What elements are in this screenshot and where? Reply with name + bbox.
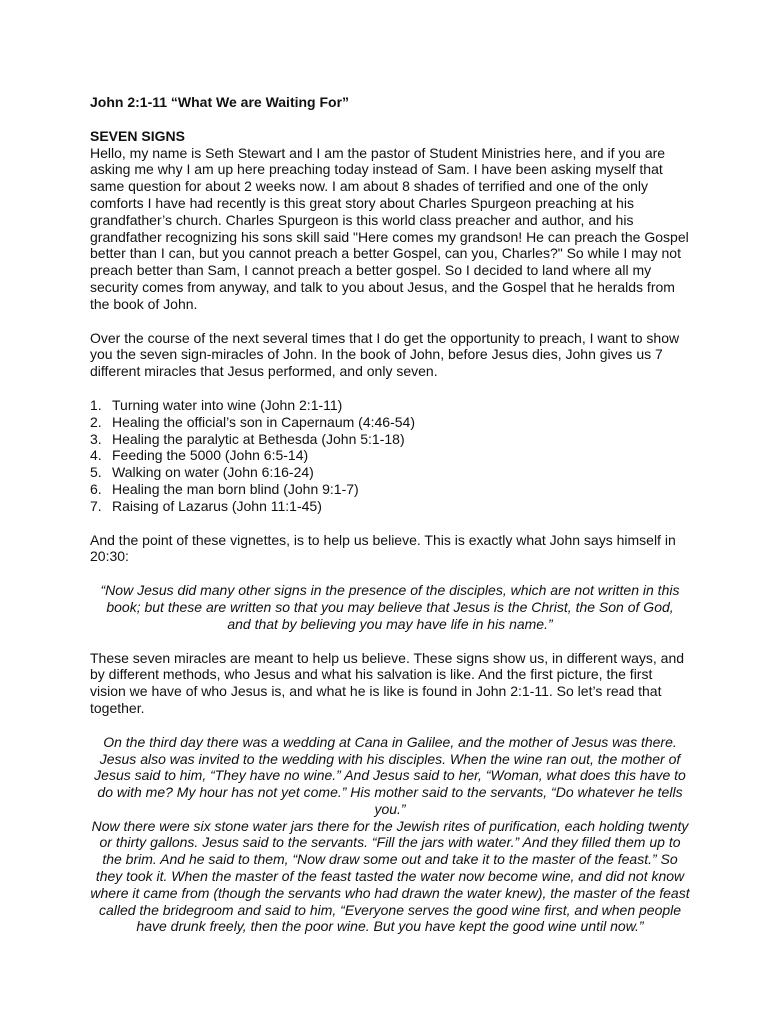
document-body [90,94,690,935]
section-heading: SEVEN SIGNS [90,127,185,144]
scripture-passage-part-2: Now there were six stone water jars there for the Jewish rites of purification, each holding twenty or thirty gallons. Jesus said to the servants. “Fill the jars with water.” And they filled them up to the brim. And he said to them, “Now draw some out and take it to the master of the feast.” So they took it. When the master of the feast tasted the water now become wine, and did not know where it came from (though the servants who had drawn the water knew), the master of the feast called the bridegroom and said to him, “Everyone serves the good wine first, and when people have drunk freely, then the poor wine. But you have kept the good wine until now.” [90,817,690,935]
list-item [90,447,690,464]
intro-paragraph: Hello, my name is Seth Stewart and I am the pastor of Student Ministries here, and if you are asking me why I am up here preaching today instead of Sam. I have been asking myself that same question for about 2 weeks now. I am about 8 shades of terrified and one of the only comforts I have had recently is this great story about Charles Spurgeon preaching at his grandfather’s church. Charles Spurgeon is this world class preacher and author, and his grandfather recognizing his sons skill said "Here comes my grandson! He can preach the Gospel better than I can, but you cannot preach a better Gospel, can you, Charles?" So while I may not preach better than Sam, I cannot preach a better gospel. So I decided to land where all my security comes from anyway, and talk to you about Jesus, and the Gospel that he heralds from the book of John. [90,144,689,312]
list-item-text: Healing the official’s son in Capernaum (4:46-54) [112,413,415,430]
list-item [90,464,690,481]
list-item-number: 3. [90,430,102,447]
first-picture-paragraph: These seven miracles are meant to help us believe. These signs show us, in different ways, and by different methods, who Jesus and what his salvation is like. And the first picture, the first vision we have of who Jesus is, and what he is like is found in John 2:1-11. So let’s read that together. [90,649,685,716]
list-item-text: Healing the man born blind (John 9:1-7) [112,480,359,497]
list-item-number: 6. [90,480,102,497]
list-item-number: 1. [90,396,102,413]
list-item-text: Turning water into wine (John 2:1-11) [112,396,343,413]
sign-miracles-paragraph: Over the course of the next several times that I do get the opportunity to preach, I want to show you the seven sign-miracles of John. In the book of John, before Jesus dies, John gives us 7 different miracles that Jesus performed, and only seven. [90,329,680,380]
list-item-text: Walking on water (John 6:16-24) [112,464,314,481]
list-item [90,397,690,414]
list-item-number: 7. [90,497,102,514]
purpose-paragraph: And the point of these vignettes, is to help us believe. This is exactly what John says himself in 20:30: [90,531,676,565]
document-title: John 2:1-11 “What We are Waiting For” [90,94,350,110]
list-item-text: Raising of Lazarus (John 11:1-45) [112,497,322,514]
list-item-text: Feeding the 5000 (John 6:5-14) [112,447,309,464]
list-item [90,498,690,515]
miracles-list [90,397,690,515]
list-item [90,431,690,448]
list-item [90,414,690,431]
list-item [90,481,690,498]
list-item-number: 5. [90,464,102,481]
list-item-text: Healing the paralytic at Bethesda (John 5:1-18) [112,430,405,447]
list-item-number: 4. [90,447,102,464]
list-item-number: 2. [90,413,102,430]
john-20-30-quote: “Now Jesus did many other signs in the presence of the disciples, which are not written in this book; but these are written so that you may believe that Jesus is the Christ, the Son of God, and that by believing you may have life in his name.” [100,582,680,632]
scripture-passage-part-1: On the third day there was a wedding at Cana in Galilee, and the mother of Jesus was there. Jesus also was invited to the wedding with his disciples. When the wine ran out, the mother of Jesus said to him, “They have no wine.” And Jesus said to her, “Woman, what does this have to do with me? My hour has not yet come.” His mother said to the servants, “Do whatever he tells you.” [94,733,686,817]
